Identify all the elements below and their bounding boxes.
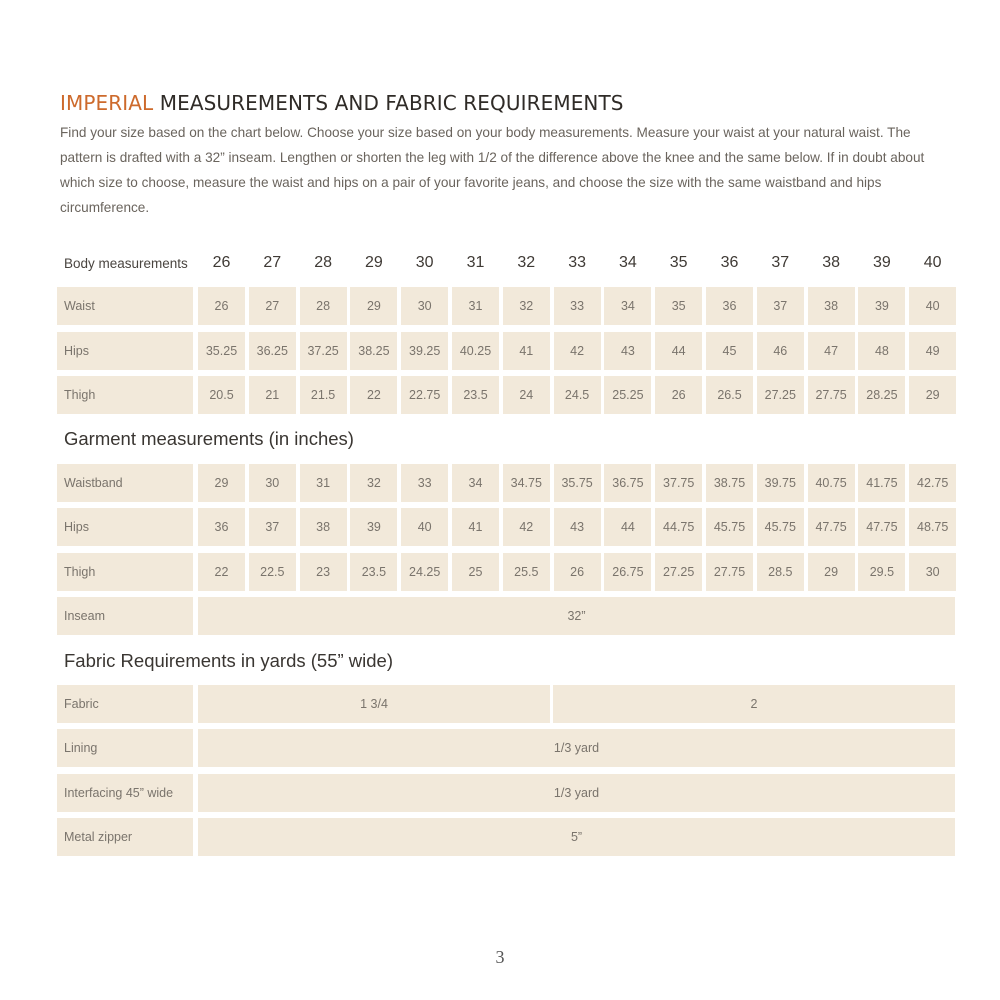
size-26-header: 26 [212, 254, 231, 271]
table-cell: 35.25 [198, 332, 245, 370]
fabric-value: 1/3 yard [198, 729, 955, 767]
size-34-header: 34 [618, 254, 637, 271]
table-cell: 49 [909, 332, 956, 370]
table-cell: 26 [198, 287, 245, 325]
table-cell: 40.75 [808, 464, 855, 502]
size-35-header: 35 [669, 254, 688, 271]
table-cell: 39 [350, 508, 397, 546]
table-cell: 41 [503, 332, 550, 370]
fabric-large-sizes-value: 2 [553, 685, 955, 723]
table-cell: 29 [198, 464, 245, 502]
size-37-header: 37 [771, 254, 790, 271]
fabric-row-3 [57, 818, 955, 856]
table-cell: 38.25 [350, 332, 397, 370]
size-29-header: 29 [364, 254, 383, 271]
row-label: Hips [57, 332, 193, 370]
table-cell: 36 [706, 287, 753, 325]
size-30-header: 30 [415, 254, 434, 271]
size-28-header: 28 [314, 254, 332, 271]
table-cell: 42.75 [909, 464, 956, 502]
table-cell: 30 [401, 287, 448, 325]
garment-row-waistband [57, 464, 955, 502]
table-cell: 29 [350, 287, 397, 325]
table-cell: 24.25 [401, 553, 448, 591]
table-cell: 41.75 [858, 464, 905, 502]
row-label: Lining [57, 729, 193, 767]
table-cell: 39 [858, 287, 905, 325]
table-cell: 29.5 [858, 553, 905, 591]
table-cell: 37 [757, 287, 804, 325]
table-cell: 28.25 [858, 376, 905, 414]
table-cell: 47.75 [808, 508, 855, 546]
table-cell: 45 [706, 332, 753, 370]
intro-paragraph: Find your size based on the chart below. Choose your size based on your body measurements. Measure your waist at your natural waist. The pattern is drafted with a 32” inseam. Lengthen or shorten the leg with 1/2 of the difference above the knee and the same below. If in doubt about which size to choose, measure the waist and hips on a pair of your favorite jeans, and choose the size with the same waistband and hips circumference. [60, 125, 925, 215]
table-cell: 20.5 [198, 376, 245, 414]
garment-row-inseam [57, 597, 955, 635]
table-cell: 25.5 [503, 553, 550, 591]
size-36-header: 36 [720, 254, 739, 271]
header-label: Body measurements [64, 255, 188, 271]
table-cell: 26 [554, 553, 601, 591]
table-cell: 26 [655, 376, 702, 414]
table-cell: 36 [198, 508, 245, 546]
table-cell: 27.25 [655, 553, 702, 591]
size-39-header: 39 [872, 254, 891, 271]
table-cell: 32 [503, 287, 550, 325]
row-label: Fabric [57, 685, 193, 723]
size-33-header: 33 [568, 254, 586, 271]
table-cell: 26.75 [604, 553, 651, 591]
table-cell: 48 [858, 332, 905, 370]
table-cell: 29 [808, 553, 855, 591]
size-38-header: 38 [822, 254, 840, 271]
table-cell: 22.5 [249, 553, 296, 591]
table-cell: 41 [452, 508, 499, 546]
table-cell: 38 [300, 508, 347, 546]
table-cell: 22 [198, 553, 245, 591]
fabric-value: 5” [198, 818, 955, 856]
table-cell: 39.25 [401, 332, 448, 370]
table-cell: 24.5 [554, 376, 601, 414]
table-cell: 27.25 [757, 376, 804, 414]
table-cell: 36.25 [249, 332, 296, 370]
table-cell: 21.5 [300, 376, 347, 414]
table-cell: 36.75 [604, 464, 651, 502]
table-cell: 42 [554, 332, 601, 370]
fabric-row-fabric [57, 685, 955, 723]
table-cell: 47 [808, 332, 855, 370]
table-cell: 23 [300, 553, 347, 591]
fabric-row-1 [57, 729, 955, 767]
table-cell: 30 [909, 553, 956, 591]
row-label: Hips [57, 508, 193, 546]
table-cell: 25.25 [604, 376, 651, 414]
table-cell: 31 [452, 287, 499, 325]
table-cell: 35.75 [554, 464, 601, 502]
table-cell: 45.75 [706, 508, 753, 546]
table-cell: 26.5 [706, 376, 753, 414]
table-cell: 30 [249, 464, 296, 502]
page-number: 3 [495, 947, 505, 967]
table-cell: 44 [655, 332, 702, 370]
table-cell: 35 [655, 287, 702, 325]
table-cell: 43 [554, 508, 601, 546]
page-title [60, 91, 624, 115]
table-cell: 33 [554, 287, 601, 325]
table-cell: 33 [401, 464, 448, 502]
title-rest: MEASUREMENTS AND FABRIC REQUIREMENTS [153, 91, 624, 115]
inseam-value: 32” [198, 597, 955, 635]
table-cell: 31 [300, 464, 347, 502]
table-cell: 38.75 [706, 464, 753, 502]
row-label: Interfacing 45” wide [57, 774, 193, 812]
table-cell: 34 [452, 464, 499, 502]
table-cell: 44 [604, 508, 651, 546]
row-label: Waist [57, 287, 193, 325]
row-label: Inseam [57, 597, 193, 635]
size-31-header: 31 [466, 254, 485, 271]
row-label: Thigh [57, 376, 193, 414]
table-cell: 29 [909, 376, 956, 414]
table-cell: 32 [350, 464, 397, 502]
table-cell: 37.25 [300, 332, 347, 370]
table-cell: 27.75 [706, 553, 753, 591]
size-27-header: 27 [263, 254, 282, 271]
garment-row-hips [57, 508, 955, 546]
fabric-row-2 [57, 774, 955, 812]
table-cell: 28 [300, 287, 347, 325]
row-label: Thigh [57, 553, 193, 591]
table-cell: 34 [604, 287, 651, 325]
table-cell: 22.75 [401, 376, 448, 414]
table-cell: 45.75 [757, 508, 804, 546]
table-cell: 27.75 [808, 376, 855, 414]
table-cell: 37 [249, 508, 296, 546]
fabric-heading: Fabric Requirements in yards (55” wide) [64, 650, 394, 671]
table-cell: 44.75 [655, 508, 702, 546]
fabric-value: 1/3 yard [198, 774, 955, 812]
fabric-small-sizes-value: 1 3/4 [198, 685, 550, 723]
garment-heading: Garment measurements (in inches) [64, 428, 354, 449]
table-cell: 43 [604, 332, 651, 370]
row-label: Metal zipper [57, 818, 193, 856]
table-cell: 40 [401, 508, 448, 546]
table-cell: 34.75 [503, 464, 550, 502]
table-cell: 46 [757, 332, 804, 370]
table-cell: 48.75 [909, 508, 956, 546]
table-cell: 37.75 [655, 464, 702, 502]
garment-row-thigh [57, 553, 955, 591]
table-cell: 21 [249, 376, 296, 414]
table-cell: 39.75 [757, 464, 804, 502]
body-row-waist [57, 287, 955, 325]
row-label: Waistband [57, 464, 193, 502]
table-cell: 47.75 [858, 508, 905, 546]
body-row-hips [57, 332, 955, 370]
table-cell: 25 [452, 553, 499, 591]
table-cell: 40 [909, 287, 956, 325]
size-40-header: 40 [923, 254, 942, 271]
table-cell: 22 [350, 376, 397, 414]
title-accent: IMPERIAL [60, 91, 154, 115]
table-cell: 23.5 [452, 376, 499, 414]
size-32-header: 32 [517, 254, 536, 271]
body-measurements-header [57, 248, 955, 278]
table-cell: 42 [503, 508, 550, 546]
table-cell: 28.5 [757, 553, 804, 591]
table-cell: 23.5 [350, 553, 397, 591]
body-row-thigh [57, 376, 955, 414]
table-cell: 38 [808, 287, 855, 325]
table-cell: 27 [249, 287, 296, 325]
table-cell: 40.25 [452, 332, 499, 370]
table-cell: 24 [503, 376, 550, 414]
